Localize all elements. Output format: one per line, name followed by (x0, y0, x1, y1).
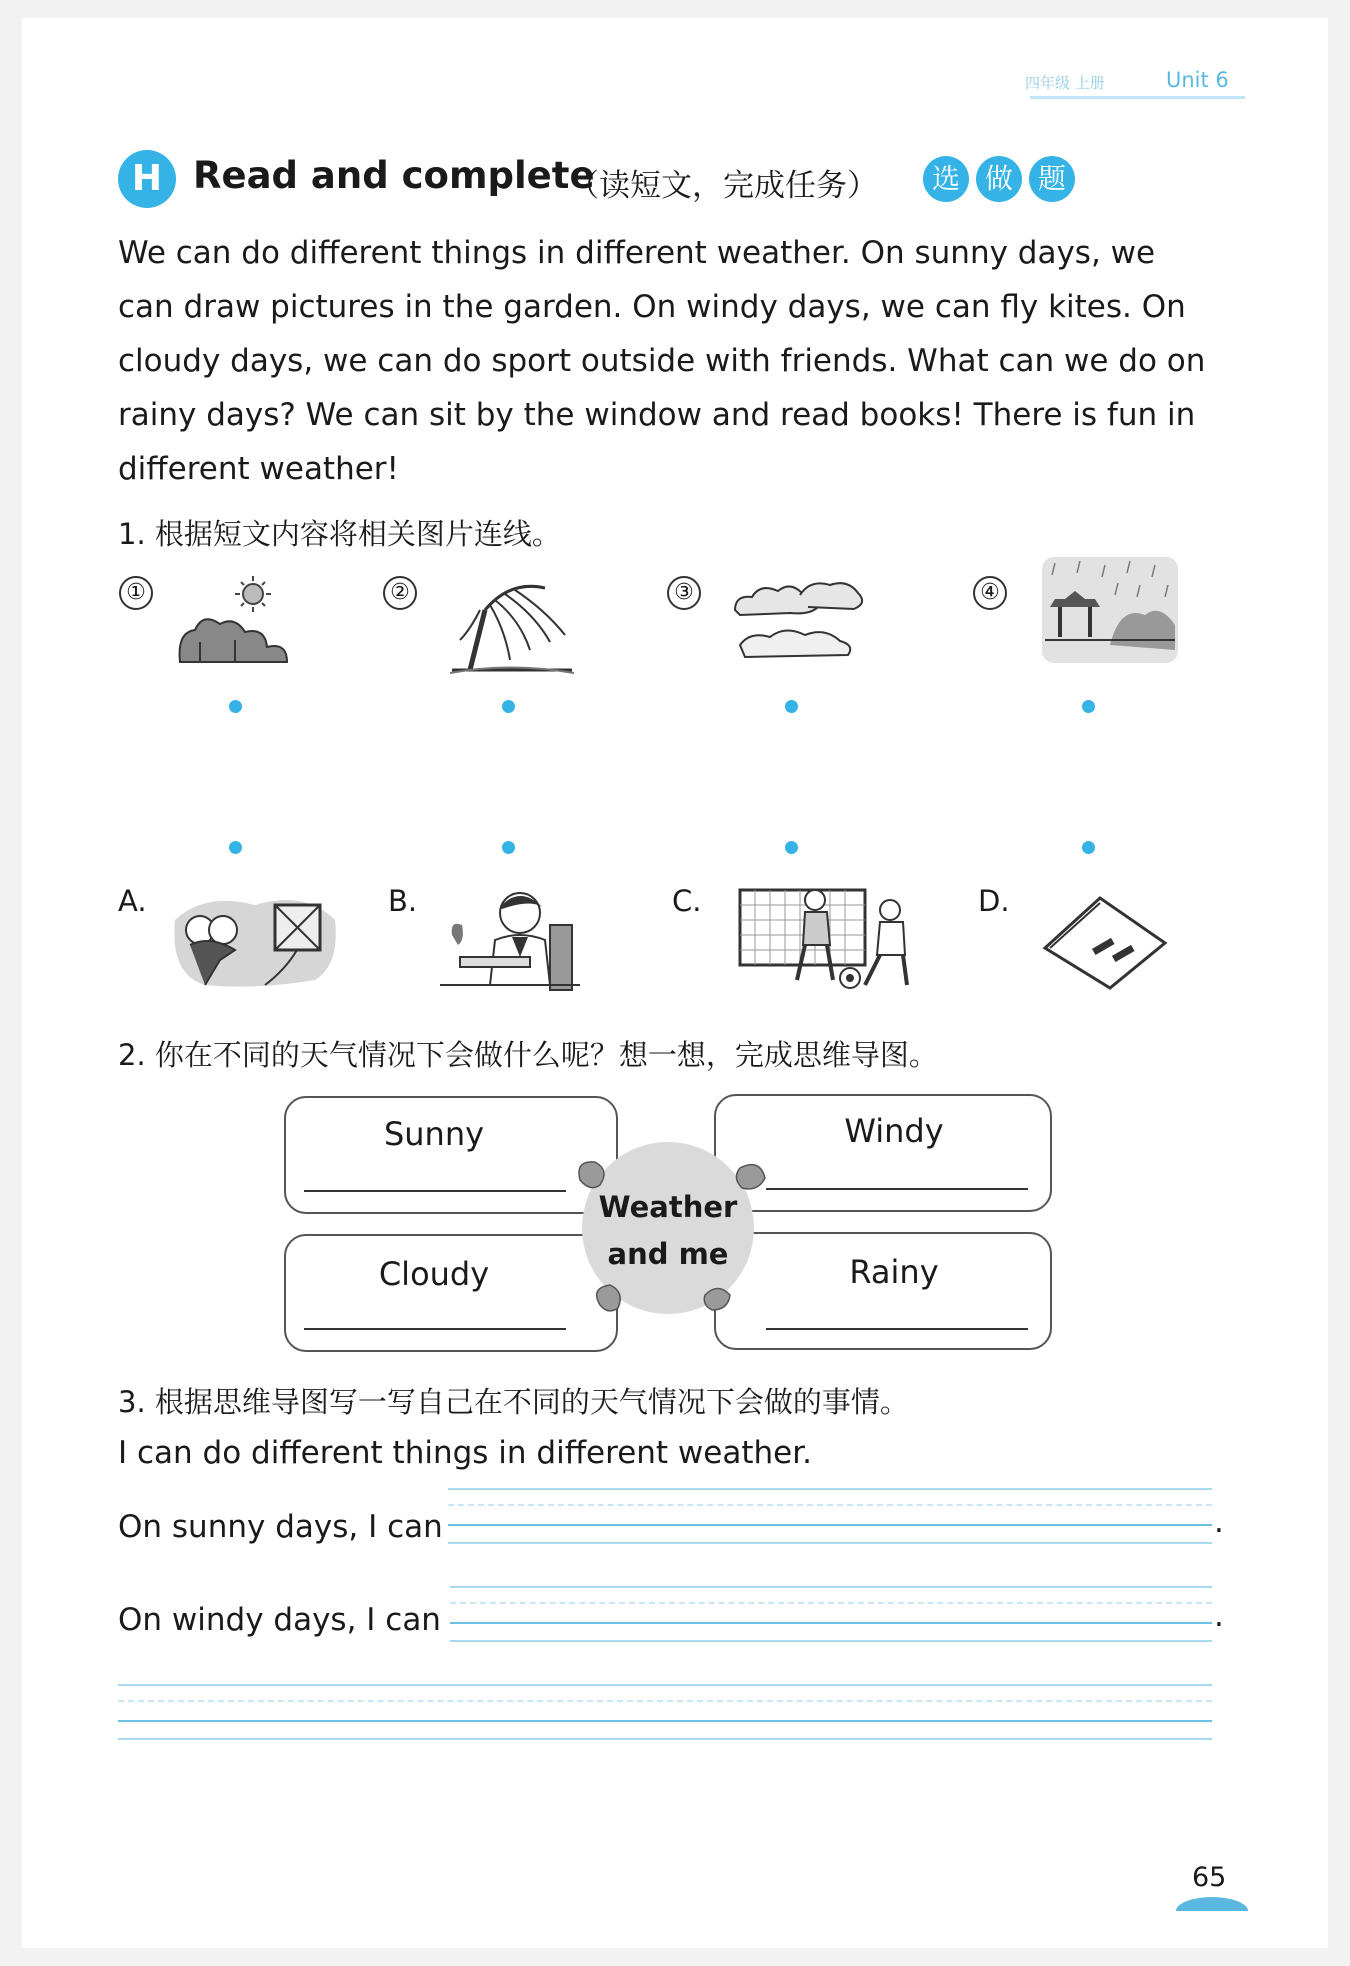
sunny-garden-icon (175, 572, 295, 668)
question-3-intro: I can do different things in different weather. (118, 1435, 812, 1471)
match-dot-bottom-1[interactable] (229, 841, 242, 854)
mindmap-label-windy: Windy (844, 1112, 944, 1150)
optional-badge-3: 题 (1029, 156, 1075, 202)
unit-label: Unit 6 (1166, 68, 1229, 92)
question-2 (118, 1033, 938, 1074)
windy-willow-icon (450, 570, 575, 675)
sentence-sunny-period: . (1214, 1504, 1224, 1540)
section-title-cn: （读短文，完成任务） (568, 168, 878, 204)
mindmap-box-cloudy (284, 1234, 618, 1352)
section-badge: H (118, 150, 176, 208)
page-number: 65 (1192, 1862, 1227, 1893)
mindmap-center-line1: Weather (598, 1190, 738, 1224)
match-dot-top-4[interactable] (1082, 700, 1095, 713)
match-dot-bottom-4[interactable] (1082, 841, 1095, 854)
mindmap-answer-line-cloudy[interactable] (304, 1328, 566, 1330)
activity-label-a: A. (118, 884, 147, 918)
sentence-windy-period: . (1214, 1598, 1224, 1634)
activity-label-c: C. (672, 884, 702, 918)
question-1-text: 根据短文内容将相关图片连线。 (154, 517, 561, 551)
drawing-board-icon (1040, 888, 1170, 988)
section-title: Read and complete (193, 154, 595, 197)
mindmap-answer-line-sunny[interactable] (304, 1190, 566, 1192)
writing-line-free[interactable] (118, 1684, 1212, 1744)
sentence-windy: On windy days, I can (118, 1602, 441, 1638)
mindmap-box-sunny (284, 1096, 618, 1214)
header-divider (1030, 96, 1245, 99)
question-3-number: 3. (118, 1385, 146, 1419)
question-1-number: 1. (118, 517, 146, 551)
mindmap-center-line2: and me (607, 1237, 729, 1271)
match-dot-bottom-3[interactable] (785, 841, 798, 854)
mindmap-label-cloudy: Cloudy (378, 1255, 490, 1293)
mindmap-center-text (582, 1184, 754, 1278)
activity-label-d: D. (978, 884, 1010, 918)
match-dot-top-2[interactable] (502, 700, 515, 713)
weather-label-1: ① (119, 576, 153, 610)
question-1 (118, 512, 561, 553)
reading-boy-icon (440, 885, 580, 995)
writing-line-sunny[interactable] (448, 1488, 1212, 1548)
reading-passage: We can do different things in different weather. On sunny days, we can draw pictures in the garden. On windy days, we can fly kites. On cloudy days, we can do sport outside with friends. What can we do on rainy days? We can sit by the window and read books! There is fun in different weather! (118, 235, 1206, 487)
football-icon (735, 880, 925, 995)
cloudy-sky-icon (730, 575, 865, 670)
activity-label-b: B. (388, 884, 418, 918)
mindmap-label-sunny: Sunny (383, 1115, 485, 1153)
sentence-sunny: On sunny days, I can (118, 1509, 443, 1545)
mindmap-label-rainy: Rainy (849, 1253, 939, 1291)
kites-icon (165, 890, 340, 990)
mindmap-answer-line-windy[interactable] (766, 1188, 1028, 1190)
rainy-pavilion-icon (1040, 555, 1180, 665)
match-dot-bottom-2[interactable] (502, 841, 515, 854)
question-2-number: 2. (118, 1038, 146, 1072)
question-3-text: 根据思维导图写一写自己在不同的天气情况下会做的事情。 (154, 1385, 909, 1419)
grade-tag: 四年级 上册 (1025, 74, 1105, 92)
mindmap-answer-line-rainy[interactable] (766, 1328, 1028, 1330)
question-3 (118, 1380, 909, 1421)
weather-label-2: ② (383, 576, 417, 610)
weather-label-3: ③ (667, 576, 701, 610)
match-dot-top-1[interactable] (229, 700, 242, 713)
question-2-text: 你在不同的天气情况下会做什么呢？想一想，完成思维导图。 (154, 1038, 938, 1072)
match-dot-top-3[interactable] (785, 700, 798, 713)
optional-badge-2: 做 (976, 156, 1022, 202)
weather-label-4: ④ (973, 576, 1007, 610)
writing-line-windy[interactable] (450, 1586, 1212, 1646)
optional-badge-1: 选 (923, 156, 969, 202)
